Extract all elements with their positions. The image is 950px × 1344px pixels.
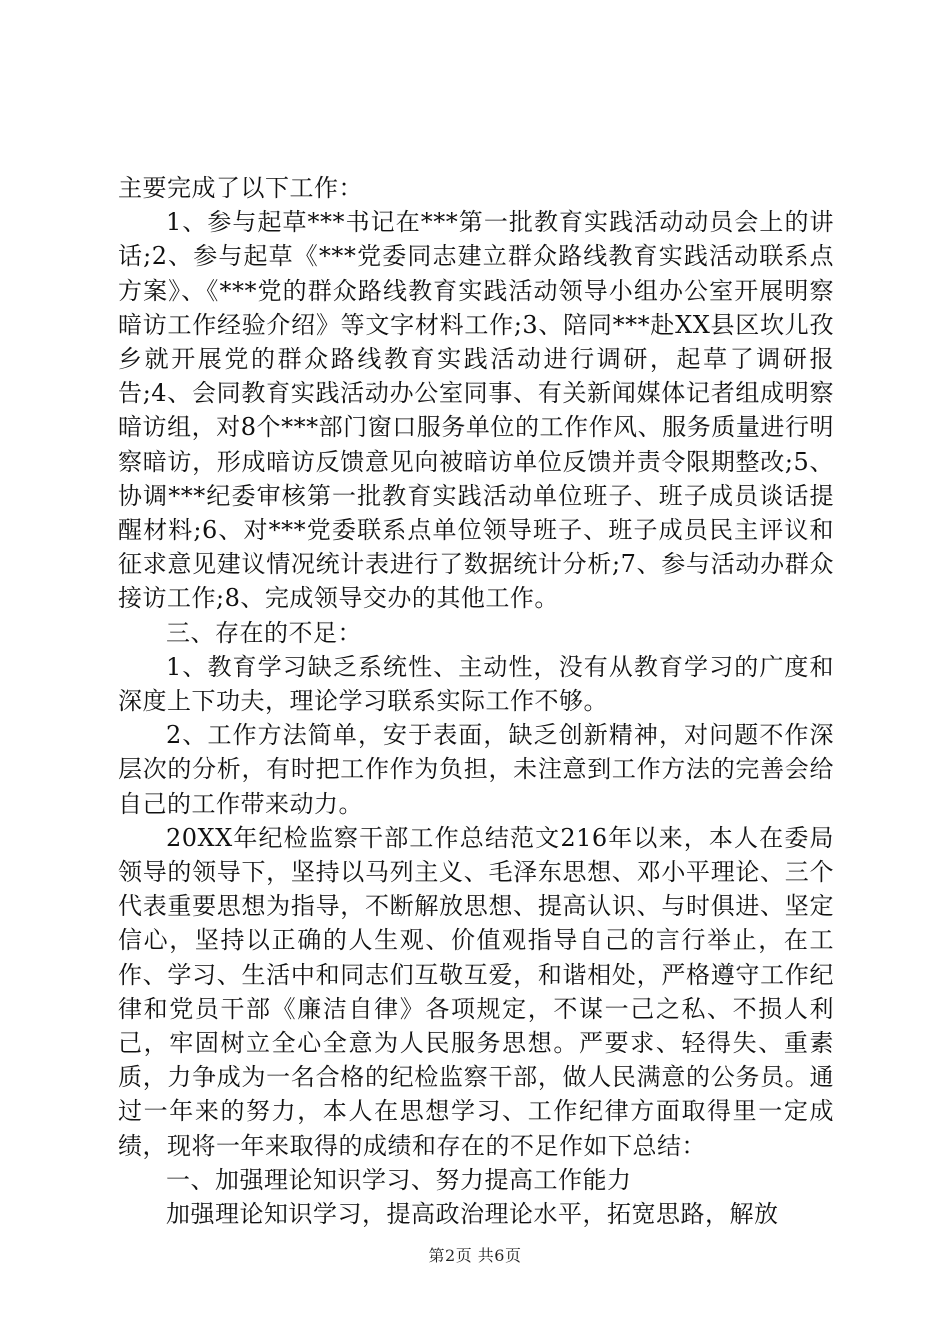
paragraph-1: 主要完成了以下工作： [118, 174, 363, 202]
document-body [118, 171, 834, 1231]
paragraph-8: 加强理论知识学习，提高政治理论水平，拓宽思路，解放 [166, 1200, 779, 1229]
page-footer: 第2页 共6页 [428, 1246, 522, 1265]
paragraph-6: 20XX年纪检监察干部工作总结范文216年以来，本人在委局领导的领导下，坚持以马列主义、毛泽东思想、邓小平理论、三个代表重要思想为指导，不断解放思想、提高认识、与时俱进、坚定信心，坚持以正确的人生观、价值观指导自己的言行举止，在工作、学习、生活中和同志们互敬互爱，和谐相处，严格遵守工作纪律和党员干部《廉洁自律》各项规定，不谋一己之私、不损人利己，牢固树立全心全意为人民服务思想。严要求、轻得失、重素质，力争成为一名合格的纪检监察干部，做人民满意的公务员。通过一年来的努力，本人在思想学习、工作纪律方面取得里一定成绩，现将一年来取得的成绩和存在的不足作如下总结： [118, 823, 834, 1160]
paragraph-5: 2、工作方法简单，安于表面，缺乏创新精神，对问题不作深层次的分析，有时把工作作为负担，未注意到工作方法的完善会给自己的工作带来动力。 [118, 721, 834, 818]
section-heading: 一、加强理论知识学习、努力提高工作能力 [166, 1165, 632, 1194]
paragraph-2: 1、参与起草***书记在***第一批教育实践活动动员会上的讲话;2、参与起草《***党委同志建立群众路线教育实践活动联系点方案》、《***党的群众路线教育实践活动领导小组办公室开展明察暗访工作经验介绍》等文字材料工作;3、陪同***赴XX县区坎儿孜乡就开展党的群众路线教育实践活动进行调研，起草了调研报告;4、会同教育实践活动办公室同事、有关新闻媒体记者组成明察暗访组，对8个***部门窗口服务单位的工作作风、服务质量进行明察暗访，形成暗访反馈意见向被暗访单位反馈并责令限期整改;5、协调***纪委审核第一批教育实践活动单位班子、班子成员谈话提醒材料;6、对***党委联系点单位领导班子、班子成员民主评议和征求意见建议情况统计表进行了数据统计分析;7、参与活动办群众接访工作;8、完成领导交办的其他工作。 [118, 208, 834, 613]
paragraph-4: 1、教育学习缺乏系统性、主动性，没有从教育学习的广度和深度上下功夫，理论学习联系实际工作不够。 [118, 652, 834, 716]
paragraph-3: 三、存在的不足： [166, 618, 362, 647]
